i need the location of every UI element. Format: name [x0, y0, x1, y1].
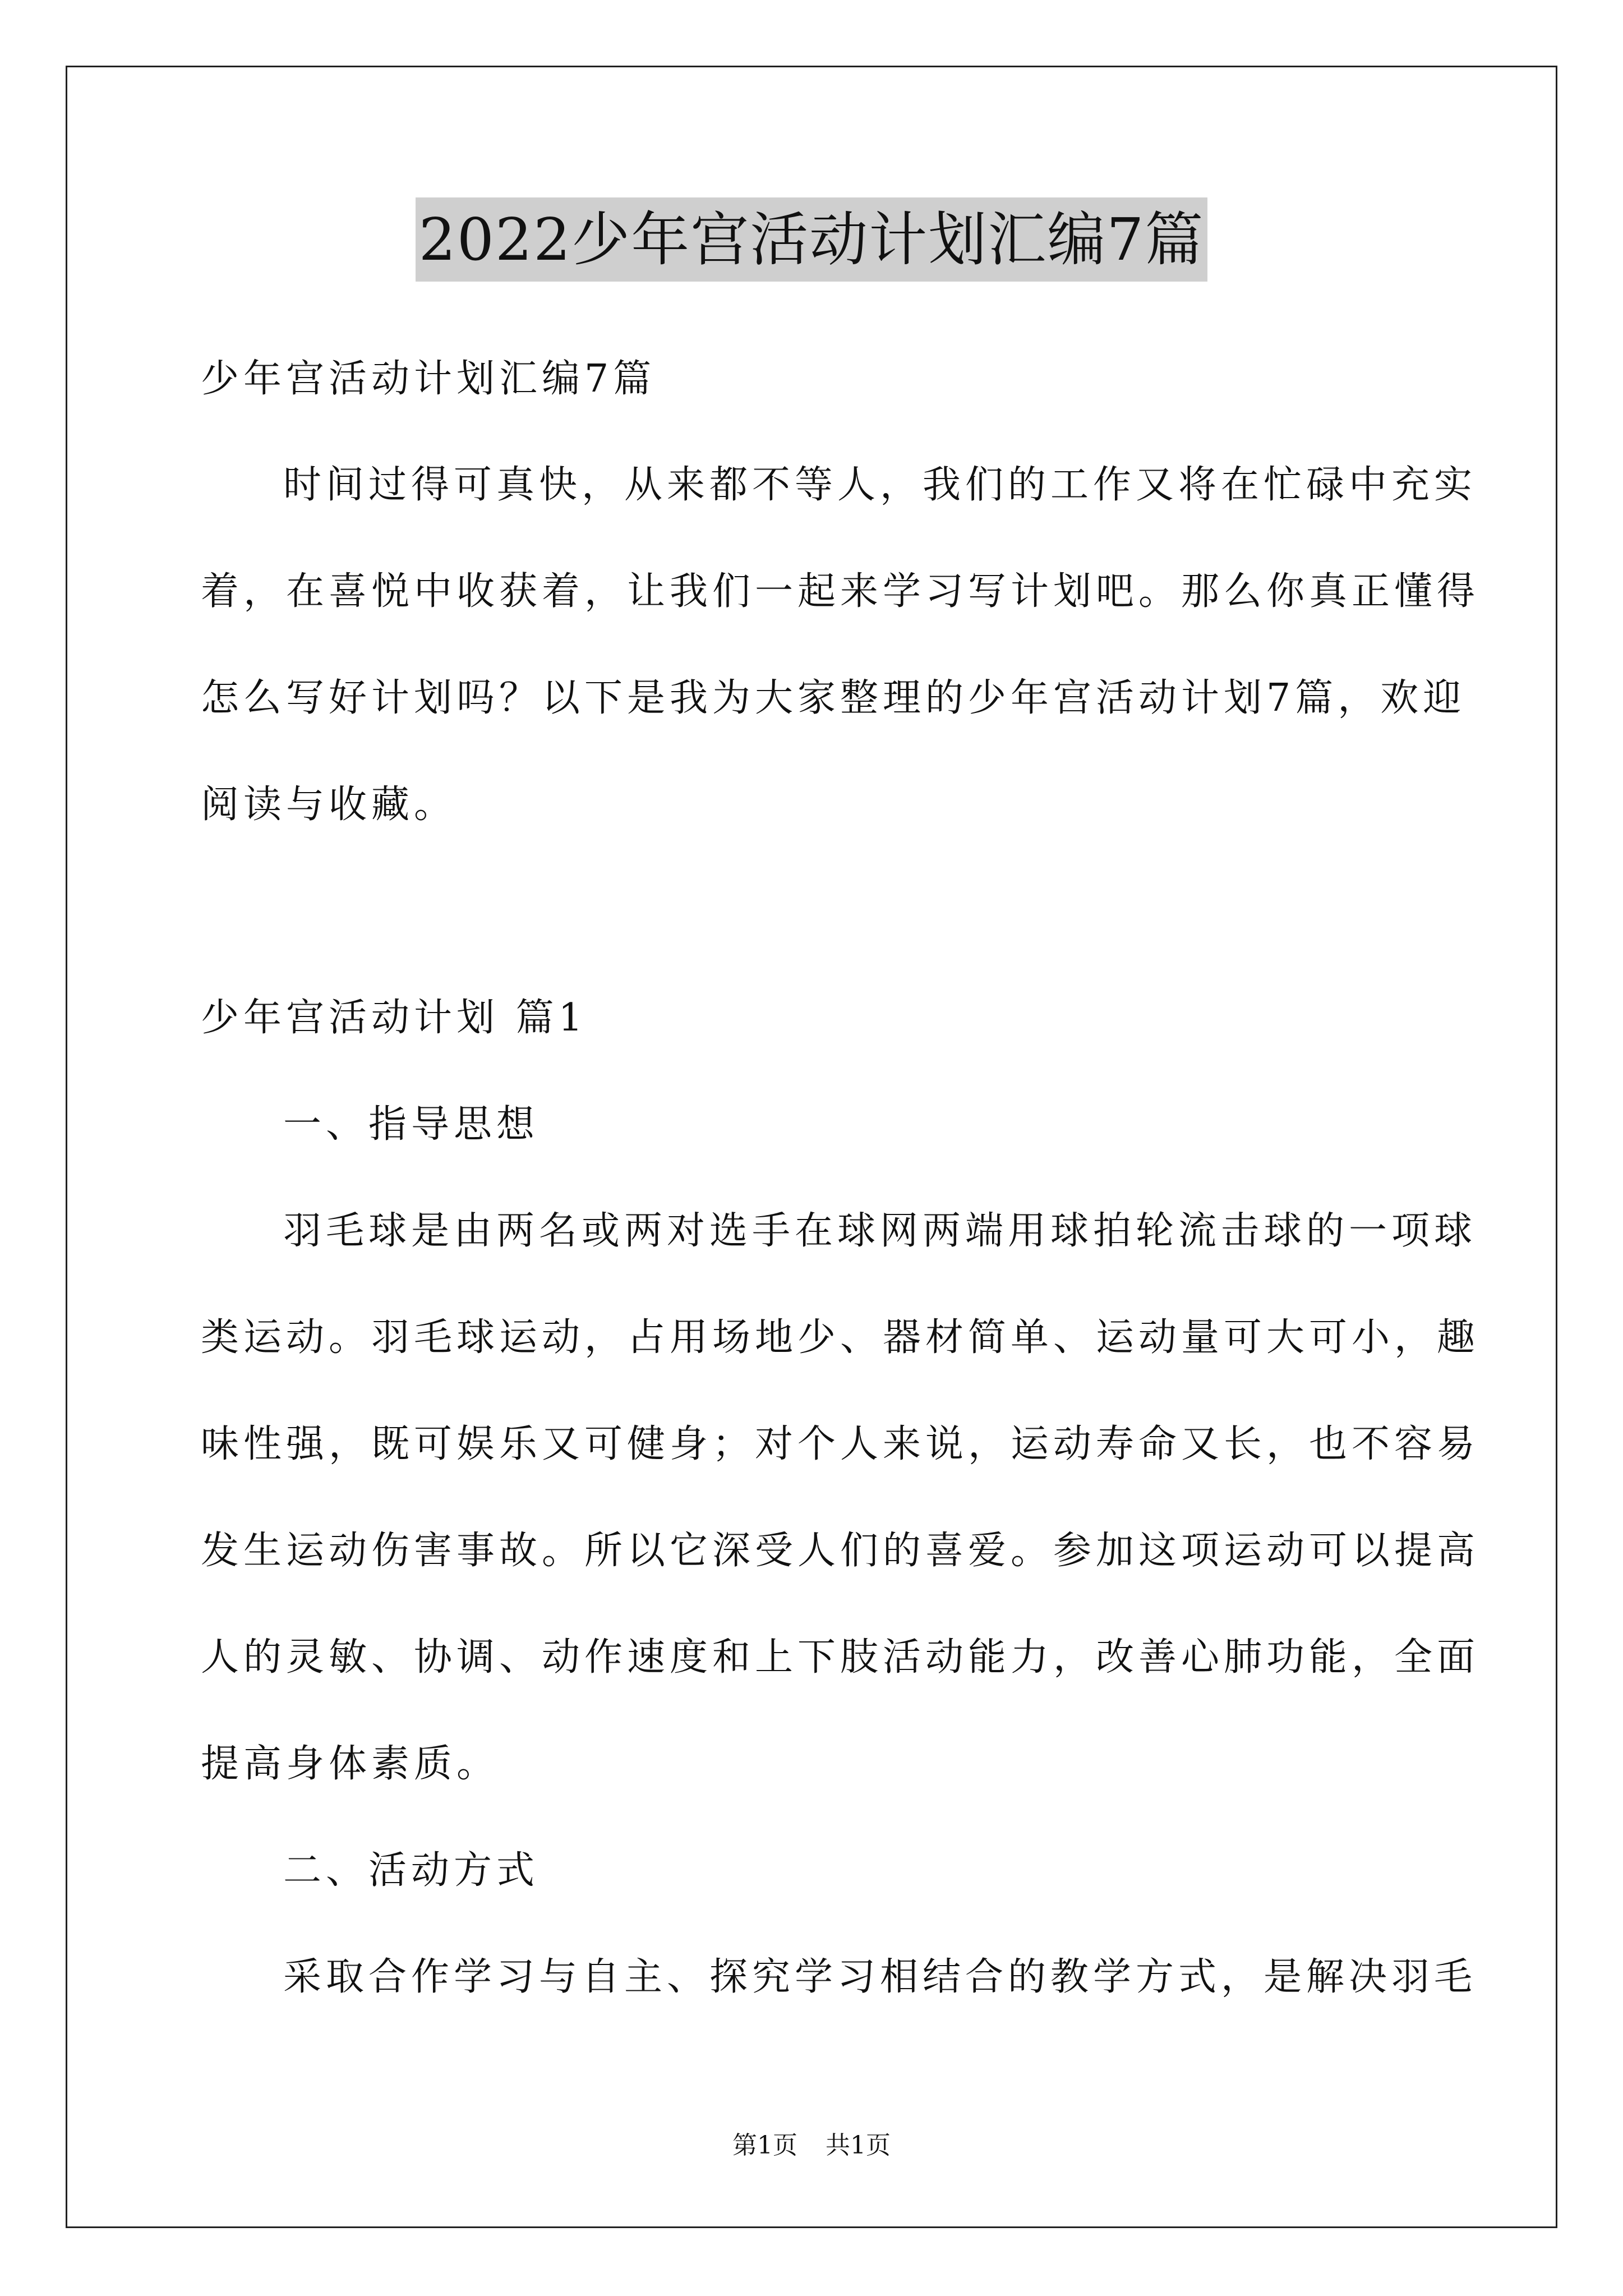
body-line: 发生运动伤害事故。所以它深受人们的喜爱。参加这项运动可以提高 — [201, 1529, 1480, 1573]
body-line: 提高身体素质。 — [201, 1742, 500, 1786]
intro-line: 着，在喜悦中收获着，让我们一起来学习写计划吧。那么你真正懂得 — [201, 569, 1480, 614]
body-line: 味性强，既可娱乐又可健身；对个人来说，运动寿命又长，也不容易 — [201, 1422, 1480, 1466]
body-line: 类运动。羽毛球运动，占用场地少、器材简单、运动量可大可小，趣 — [201, 1315, 1480, 1360]
intro-line: 怎么写好计划吗？以下是我为大家整理的少年宫活动计划7篇，欢迎 — [201, 676, 1466, 720]
body-line: 采取合作学习与自主、探究学习相结合的教学方式，是解决羽毛 — [283, 1955, 1477, 1999]
intro-line: 时间过得可真快，从来都不等人，我们的工作又将在忙碌中充实 — [283, 463, 1477, 507]
body-line: 羽毛球是由两名或两对选手在球网两端用球拍轮流击球的一项球 — [283, 1209, 1477, 1253]
section-heading: 少年宫活动计划 篇1 — [201, 996, 587, 1040]
title-container — [0, 197, 1623, 282]
page-total: 共1页 — [826, 2131, 891, 2160]
document-title: 2022少年宫活动计划汇编7篇 — [416, 197, 1208, 282]
page-number: 第1页 — [732, 2131, 797, 2160]
part-heading: 一、指导思想 — [283, 1102, 540, 1147]
page-footer — [0, 2129, 1623, 2162]
body-line: 人的灵敏、协调、动作速度和上下肢活动能力，改善心肺功能，全面 — [201, 1635, 1480, 1680]
intro-line: 阅读与收藏。 — [201, 783, 457, 827]
part-heading: 二、活动方式 — [283, 1848, 540, 1893]
document-subtitle: 少年宫活动计划汇编7篇 — [201, 357, 656, 401]
